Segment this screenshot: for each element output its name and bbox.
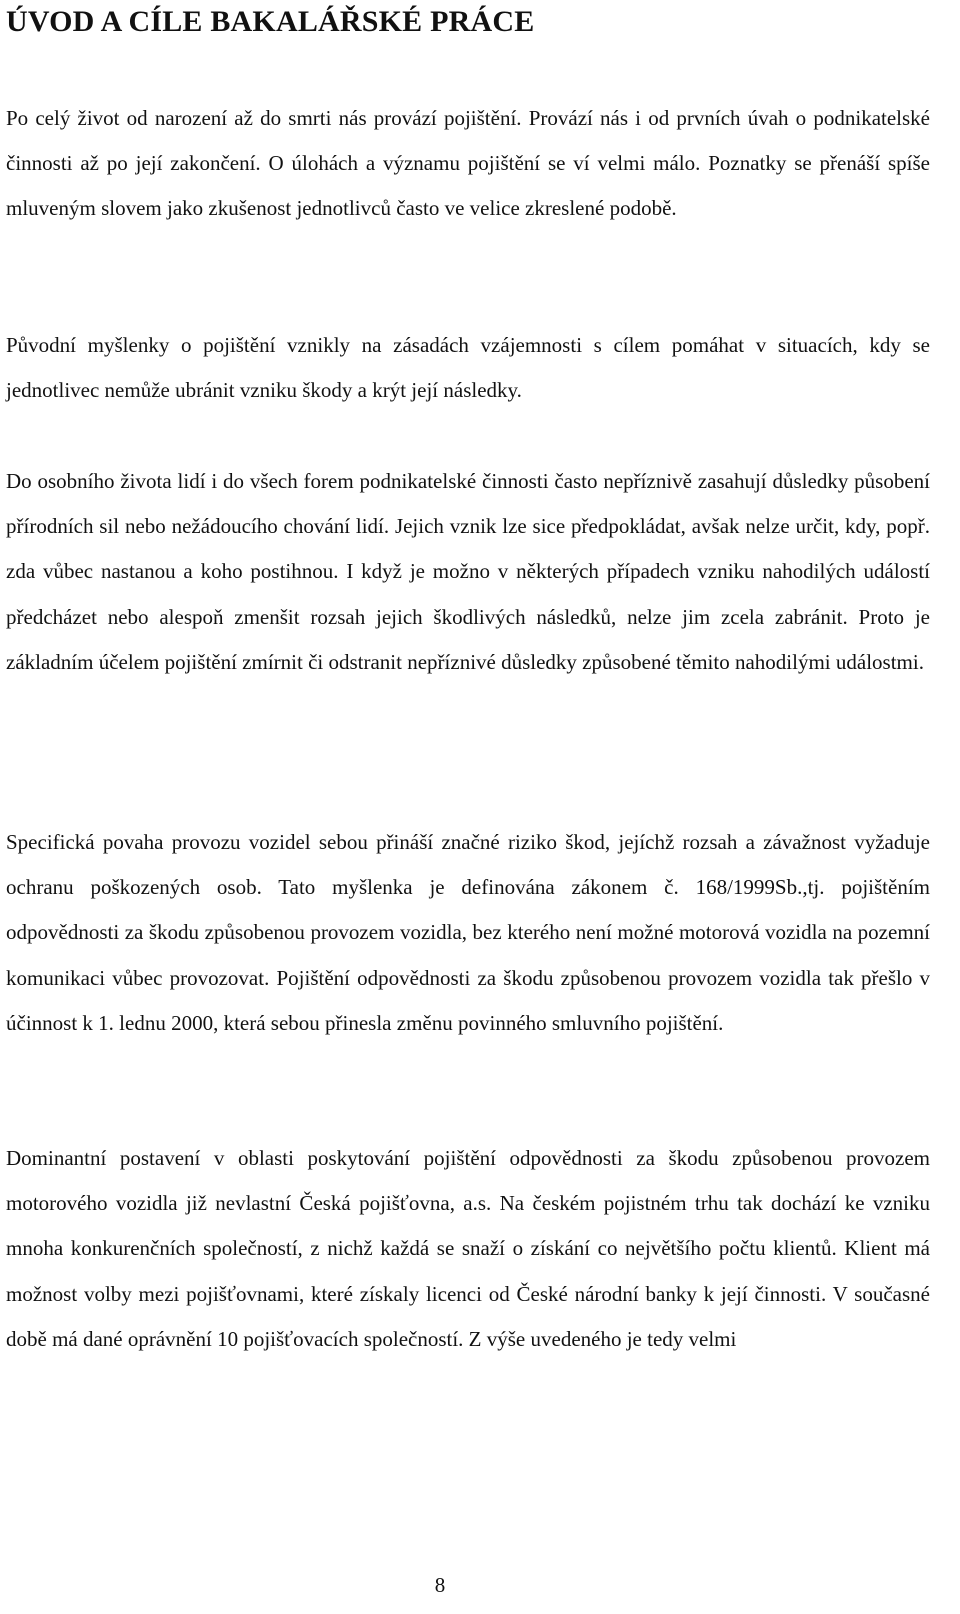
page-number: 8 <box>434 1573 446 1597</box>
paragraph-vehicle-liability: Specifická povaha provozu vozidel sebou přináší značné riziko škod, jejíchž rozsah a závažnost vyžaduje ochranu poškozených osob. Tato myšlenka je definována zákonem č. 168/1999Sb.,tj. pojištěním odpovědnosti za škodu způsobenou provozem vozidla, bez kterého není možné motorová vozidla na pozemní komunikaci vůbec provozovat. Pojištění odpovědnosti za škodu způsobenou provozem vozidla tak přešlo v účinnost k 1. lednu 2000, která sebou přinesla změnu povinného smluvního pojištění. <box>6 830 930 1035</box>
paragraph-insurance-market: Dominantní postavení v oblasti poskytování pojištění odpovědnosti za škodu způsobenou provozem motorového vozidla již nevlastní Česká pojišťovna, a.s. Na českém pojistném trhu tak dochází ke vzniku mnoha konkurenčních společností, z nichž každá se snaží o získání co největšího počtu klientů. Klient má možnost volby mezi pojišťovnami, které získaly licenci od České národní banky k její činnosti. V současné době má dané oprávnění 10 pojišťovacích společností. Z výše uvedeného je tedy velmi <box>6 1146 930 1351</box>
paragraph-risks: Do osobního života lidí i do všech forem podnikatelské činnosti často nepříznivě zasahují důsledky působení přírodních sil nebo nežádoucího chování lidí. Jejich vznik lze sice předpokládat, avšak nelze určit, kdy, popř. zda vůbec nastanou a koho postihnou. I když je možno v některých případech vzniku nahodilých událostí předcházet nebo alespoň zmenšit rozsah jejich škodlivých následků, nelze jim zcela zabránit. Proto je základním účelem pojištění zmírnit či odstranit nepříznivé důsledky způsobené těmito nahodilými událostmi. <box>6 469 930 674</box>
paragraph-origins: Původní myšlenky o pojištění vznikly na zásadách vzájemnosti s cílem pomáhat v situacích, kdy se jednotlivec nemůže ubránit vzniku škody a krýt její následky. <box>6 333 930 403</box>
chapter-heading: ÚVOD A CÍLE BAKALÁŘSKÉ PRÁCE <box>6 5 535 38</box>
paragraph-introduction: Po celý život od narození až do smrti nás provází pojištění. Provází nás i od prvních úvah o podnikatelské činnosti až po její zakončení. O úlohách a významu pojištění se ví velmi málo. Poznatky se přenáší spíše mluveným slovem jako zkušenost jednotlivců často ve velice zkreslené podobě. <box>6 106 930 221</box>
